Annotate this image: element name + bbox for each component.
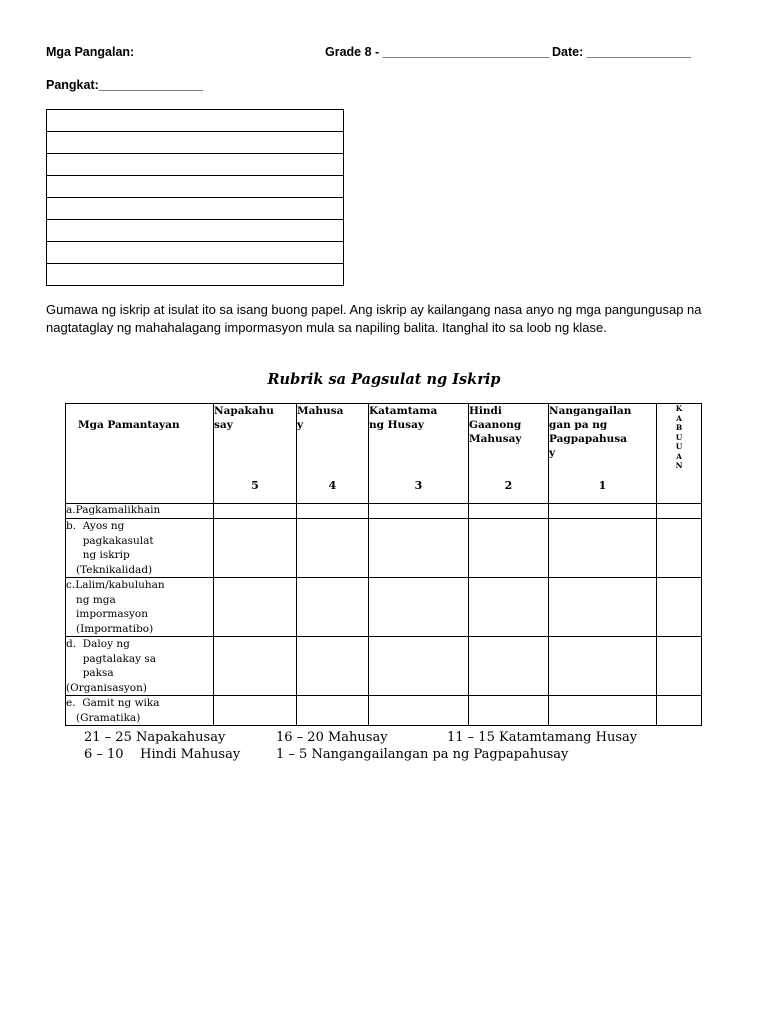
score-cell[interactable] xyxy=(369,504,469,519)
grade-field[interactable]: Grade 8 - ________________________ xyxy=(325,45,550,59)
member-name-cell[interactable] xyxy=(47,264,344,286)
member-name-cell[interactable] xyxy=(47,198,344,220)
score-cell[interactable] xyxy=(469,504,549,519)
score-cell[interactable] xyxy=(297,504,369,519)
instructions-text: Gumawa ng iskrip at isulat ito sa isang buong papel. Ang iskrip ay kailangang nasa anyo ng mga pangungusap na nagtataglay ng mahahalagang impormasyon mula sa napiling balita. Itanghal ito sa loob ng klase. xyxy=(46,302,702,335)
total-cell[interactable] xyxy=(657,696,702,726)
score-cell[interactable] xyxy=(214,637,297,696)
level-header-4 xyxy=(297,404,369,504)
scale-item: 21 – 25 Napakahusay xyxy=(84,730,226,745)
score-cell[interactable] xyxy=(214,578,297,637)
score-cell[interactable] xyxy=(214,519,297,578)
score-cell[interactable] xyxy=(297,519,369,578)
level-header-3 xyxy=(369,404,469,504)
score-cell[interactable] xyxy=(369,578,469,637)
level-label-line: Mahusa xyxy=(297,405,344,417)
criterion-row xyxy=(66,578,702,637)
total-header xyxy=(657,404,702,504)
level-label-line: gan pa ng xyxy=(549,419,608,431)
score-cell[interactable] xyxy=(297,696,369,726)
criterion-line: ng mga xyxy=(66,593,116,606)
criterion-line: (Teknikalidad) xyxy=(66,563,153,576)
criterion-line: pagkakasulat xyxy=(66,534,154,547)
scale-item: 16 – 20 Mahusay xyxy=(276,730,388,745)
rubric-table xyxy=(65,403,702,726)
group-field[interactable]: Pangkat:_______________ xyxy=(46,78,204,92)
criterion-line: (Impormatibo) xyxy=(66,622,154,635)
criterion-label xyxy=(66,504,214,519)
criterion-line: (Gramatika) xyxy=(66,711,141,724)
score-cell[interactable] xyxy=(549,578,657,637)
score-cell[interactable] xyxy=(214,504,297,519)
score-cell[interactable] xyxy=(549,519,657,578)
score-scale xyxy=(84,730,704,763)
member-name-row xyxy=(47,198,344,220)
criterion-line: paksa xyxy=(66,667,114,679)
level-score: 3 xyxy=(414,479,423,492)
score-cell[interactable] xyxy=(369,519,469,578)
scale-item: 1 – 5 Nangangailangan pa ng Pagpapahusay xyxy=(276,746,569,762)
scale-row-1 xyxy=(84,730,704,747)
total-cell[interactable] xyxy=(657,637,702,696)
criterion-label xyxy=(66,578,214,637)
scale-item: 11 – 15 Katamtamang Husay xyxy=(447,730,638,745)
score-cell[interactable] xyxy=(297,578,369,637)
criterion-label xyxy=(66,696,214,726)
total-cell[interactable] xyxy=(657,504,702,519)
level-label-line: ng Husay xyxy=(369,419,425,431)
level-label-line: Katamtama xyxy=(369,405,438,417)
level-score: 4 xyxy=(328,479,337,492)
criterion-line: e. Gamit ng wika xyxy=(66,697,160,709)
score-cell[interactable] xyxy=(549,696,657,726)
member-name-row xyxy=(47,176,344,198)
member-name-row xyxy=(47,220,344,242)
total-header-letter: A xyxy=(676,451,682,461)
level-score: 1 xyxy=(598,479,607,492)
level-label-line: Gaanong xyxy=(469,419,522,431)
level-label-line: y xyxy=(297,419,304,431)
criterion-row xyxy=(66,637,702,696)
score-cell[interactable] xyxy=(469,637,549,696)
member-names-table xyxy=(46,109,344,286)
criterion-line: c.Lalim/kabuluhan xyxy=(66,579,165,591)
level-header-5 xyxy=(214,404,297,504)
scale-row-2 xyxy=(84,747,704,764)
level-score: 5 xyxy=(251,479,259,492)
criterion-row xyxy=(66,519,702,578)
total-header-letter: U xyxy=(675,442,683,451)
member-name-cell[interactable] xyxy=(47,220,344,242)
score-cell[interactable] xyxy=(369,696,469,726)
criterion-line: (Organisasyon) xyxy=(66,681,147,694)
total-header-letter: A xyxy=(676,413,682,423)
total-header-letter: N xyxy=(675,461,683,470)
total-header-letter: B xyxy=(675,423,683,432)
member-name-row xyxy=(47,132,344,154)
date-field[interactable]: Date: _______________ xyxy=(552,45,692,59)
score-cell[interactable] xyxy=(369,637,469,696)
score-cell[interactable] xyxy=(469,519,549,578)
names-label: Mga Pangalan: xyxy=(46,45,135,59)
level-label-line: say xyxy=(214,419,233,431)
total-cell[interactable] xyxy=(657,519,702,578)
level-label-line: Mahusay xyxy=(469,433,522,445)
member-name-cell[interactable] xyxy=(47,242,344,264)
level-label-line: Napakahu xyxy=(214,405,274,417)
member-name-row xyxy=(47,110,344,132)
member-name-cell[interactable] xyxy=(47,154,344,176)
level-label-line: Nangangailan xyxy=(549,405,632,417)
criterion-line: impormasyon xyxy=(66,608,149,620)
member-name-cell[interactable] xyxy=(47,176,344,198)
level-label-line: y xyxy=(549,447,556,459)
criterion-row xyxy=(66,696,702,726)
scale-item: 6 – 10 Hindi Mahusay xyxy=(84,746,241,762)
criterion-row xyxy=(66,504,702,519)
member-name-cell[interactable] xyxy=(47,110,344,132)
rubric-title: Rubrik sa Pagsulat ng Iskrip xyxy=(267,371,501,388)
level-header-1 xyxy=(549,404,657,504)
criterion-line: b. Ayos ng xyxy=(66,520,125,532)
score-cell[interactable] xyxy=(214,696,297,726)
member-name-row xyxy=(47,264,344,286)
criterion-line: d. Daloy ng xyxy=(66,638,130,650)
score-cell[interactable] xyxy=(469,578,549,637)
member-name-cell[interactable] xyxy=(47,132,344,154)
member-name-row xyxy=(47,154,344,176)
member-name-row xyxy=(47,242,344,264)
score-cell[interactable] xyxy=(297,637,369,696)
score-cell[interactable] xyxy=(549,637,657,696)
standards-header: Mga Pamantayan xyxy=(66,404,214,504)
total-cell[interactable] xyxy=(657,578,702,637)
total-header-letter: U xyxy=(675,432,683,442)
level-label-line: Pagpapahusa xyxy=(549,433,628,445)
criterion-label xyxy=(66,637,214,696)
criterion-line: a.Pagkamalikhain xyxy=(66,504,161,516)
score-cell[interactable] xyxy=(469,696,549,726)
total-header-letter: K xyxy=(675,404,683,413)
criterion-label xyxy=(66,519,214,578)
criterion-line: ng iskrip xyxy=(66,549,130,561)
level-header-2 xyxy=(469,404,549,504)
level-label-line: Hindi xyxy=(469,405,502,417)
level-score: 2 xyxy=(504,479,513,492)
criterion-line: pagtalakay sa xyxy=(66,652,157,665)
score-cell[interactable] xyxy=(549,504,657,519)
